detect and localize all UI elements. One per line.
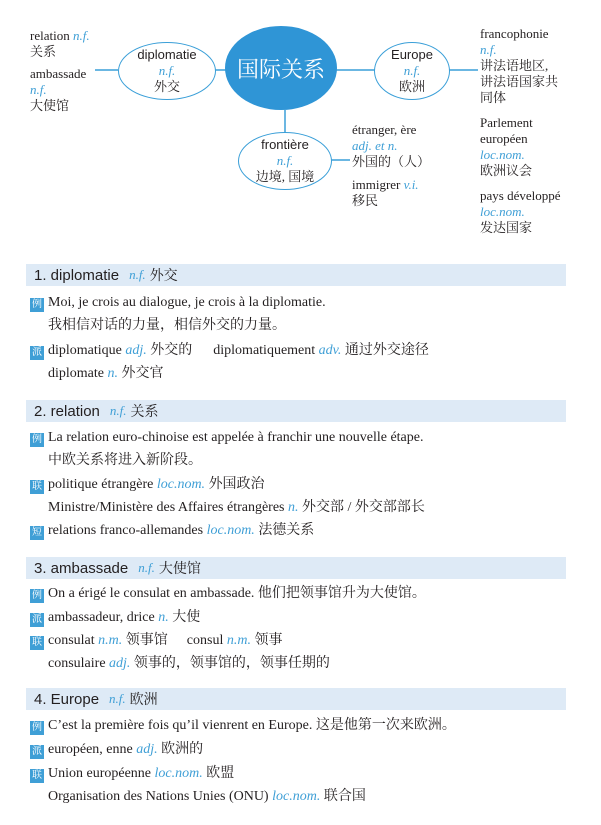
derived-line bbox=[30, 741, 203, 759]
derived-pos: adj. bbox=[136, 742, 158, 757]
derived-word: diplomatique bbox=[48, 343, 122, 358]
derived-word: ambassadeur, drice bbox=[48, 610, 155, 625]
phrase-pos: loc.nom. bbox=[206, 523, 255, 538]
related-zh: 领事 bbox=[254, 633, 283, 648]
related-zh: 领事馆 bbox=[125, 633, 168, 648]
bubble-zh: 欧洲 bbox=[398, 79, 425, 94]
phrase-badge-icon: 短 bbox=[32, 527, 42, 538]
derived-zh: 外交的 bbox=[150, 343, 193, 358]
derived-zh: 通过外交途径 bbox=[344, 343, 429, 358]
entry-word: relation bbox=[30, 28, 70, 43]
map-entry-francophonie: francophonie bbox=[480, 26, 549, 41]
example-line bbox=[30, 294, 326, 312]
example-badge-icon: 例 bbox=[32, 434, 42, 445]
map-entry-pays: pays développé bbox=[480, 188, 561, 203]
related-zh: 联合国 bbox=[323, 789, 366, 804]
related-pos: n.m. bbox=[226, 633, 251, 648]
derived-line bbox=[30, 609, 200, 627]
center-topic: 国际关系 bbox=[236, 56, 325, 82]
section-title: 4. Europe bbox=[34, 690, 100, 708]
related-word: Organisation des Nations Unies (ONU) bbox=[48, 789, 269, 804]
bubble-word: diplomatie bbox=[137, 47, 197, 62]
map-entry-francophonie-zh3: 同体 bbox=[480, 90, 507, 105]
bubble-frontiere bbox=[238, 132, 332, 190]
example-badge-icon: 例 bbox=[32, 299, 42, 310]
mindmap-center bbox=[225, 26, 337, 110]
bubble-word: frontière bbox=[261, 137, 309, 152]
map-entry-etranger-zh: 外国的（人） bbox=[352, 154, 431, 169]
derived-pos: adj. bbox=[125, 343, 147, 358]
map-entry-parlement-zh: 欧洲议会 bbox=[480, 163, 533, 178]
section-title: 1. diplomatie bbox=[34, 266, 120, 284]
related-line bbox=[30, 632, 282, 650]
section-pos: n.f. bbox=[138, 560, 155, 575]
example-zh: 中欧关系将进入新阶段。 bbox=[48, 453, 202, 468]
derived-pos: adv. bbox=[318, 343, 342, 358]
derived-badge-icon: 派 bbox=[32, 746, 42, 757]
derived-word: diplomate bbox=[48, 366, 104, 381]
section-pos: n.f. bbox=[109, 691, 126, 706]
related-badge-icon: 联 bbox=[32, 637, 42, 648]
entry-pos: n.f. bbox=[72, 28, 90, 43]
map-entry-etranger-pos: adj. et n. bbox=[352, 138, 398, 153]
section-header-relation bbox=[26, 400, 566, 422]
related-pos: loc.nom. bbox=[154, 766, 203, 781]
entry-word: immigrer bbox=[352, 177, 401, 192]
section-title: 3. ambassade bbox=[34, 559, 129, 577]
related-line bbox=[30, 765, 234, 783]
map-entry-francophonie-zh1: 讲法语地区, bbox=[480, 58, 549, 73]
related-word: consul bbox=[186, 633, 224, 648]
entry-pos: v.i. bbox=[403, 177, 419, 192]
related-word: politique étrangère bbox=[48, 477, 154, 492]
related-word: Ministre/Ministère des Affaires étrangères bbox=[48, 500, 285, 515]
related-word: Union européenne bbox=[48, 766, 152, 781]
related-zh: 欧盟 bbox=[206, 766, 235, 781]
related-pos: adj. bbox=[109, 656, 131, 671]
map-entry-relation-zh: 关系 bbox=[30, 44, 57, 59]
derived-zh: 外交官 bbox=[121, 366, 164, 381]
related-line bbox=[48, 788, 366, 806]
related-pos: loc.nom. bbox=[272, 789, 321, 804]
map-entry-parlement-pos: loc.nom. bbox=[480, 147, 525, 162]
related-pos: n. bbox=[288, 500, 299, 515]
example-zh: 我相信对话的力量，相信外交的力量。 bbox=[48, 318, 286, 333]
example-line bbox=[30, 717, 456, 735]
related-badge-icon: 联 bbox=[32, 481, 42, 492]
derived-zh: 欧洲的 bbox=[161, 742, 204, 757]
example-text: On a érigé le consulat en ambassade. 他们把领事馆升为大使馆。 bbox=[48, 586, 426, 601]
bubble-pos: n.f. bbox=[403, 63, 421, 78]
derived-pos: n. bbox=[158, 610, 169, 625]
derived-line bbox=[30, 342, 429, 360]
map-entry-pays-zh: 发达国家 bbox=[480, 220, 533, 235]
map-entry-francophonie-zh2: 讲法语国家共 bbox=[480, 74, 559, 89]
bubble-europe bbox=[374, 42, 450, 100]
related-zh: 外国政治 bbox=[208, 477, 265, 492]
section-pos: n.f. bbox=[109, 403, 127, 418]
map-entry-ambassade: ambassade bbox=[30, 66, 87, 81]
example-fr: Moi, je crois au dialogue, je crois à la diplomatie. bbox=[48, 295, 326, 310]
related-word: consulat bbox=[48, 633, 95, 648]
phrase-zh: 法德关系 bbox=[258, 523, 315, 538]
related-badge-icon: 联 bbox=[32, 770, 42, 781]
related-pos: loc.nom. bbox=[156, 477, 206, 492]
section-zh: 欧洲 bbox=[129, 693, 158, 708]
bubble-pos: n.f. bbox=[158, 63, 176, 78]
related-line bbox=[48, 499, 425, 517]
section-header-ambassade bbox=[26, 557, 566, 579]
related-zh: 外交部 / 外交部部长 bbox=[302, 500, 425, 515]
section-header-europe bbox=[26, 688, 566, 710]
map-entry-etranger: étranger, ère bbox=[352, 122, 417, 137]
derived-word: européen, enne bbox=[48, 742, 133, 757]
related-word: consulaire bbox=[48, 656, 106, 671]
map-entry-ambassade-zh: 大使馆 bbox=[30, 98, 70, 113]
bubble-word: Europe bbox=[391, 47, 433, 62]
map-entry-relation bbox=[30, 28, 90, 44]
example-line bbox=[30, 585, 426, 603]
derived-line bbox=[48, 365, 164, 383]
example-line bbox=[30, 429, 423, 447]
bubble-zh: 外交 bbox=[153, 79, 180, 94]
section-zh: 外交 bbox=[149, 269, 178, 284]
related-line bbox=[48, 655, 330, 673]
derived-zh: 大使 bbox=[172, 610, 201, 625]
derived-badge-icon: 派 bbox=[32, 614, 42, 625]
map-entry-parlement-2: européen bbox=[480, 131, 528, 146]
bubble-pos: n.f. bbox=[276, 153, 294, 168]
derived-pos: n. bbox=[107, 366, 118, 381]
example-fr: La relation euro-chinoise est appelée à franchir une nouvelle étape. bbox=[48, 430, 424, 445]
phrase-word: relations franco-allemandes bbox=[48, 523, 204, 538]
section-title: 2. relation bbox=[34, 402, 100, 420]
related-zh: 领事的，领事馆的，领事任期的 bbox=[133, 656, 330, 671]
phrase-line bbox=[30, 522, 314, 540]
example-badge-icon: 例 bbox=[32, 590, 42, 601]
section-header-diplomatie bbox=[26, 264, 566, 286]
map-entry-parlement-1: Parlement bbox=[480, 115, 533, 130]
related-line bbox=[30, 476, 265, 494]
map-entry-pays-pos: loc.nom. bbox=[480, 204, 525, 219]
related-pos: n.m. bbox=[98, 633, 123, 648]
derived-badge-icon: 派 bbox=[32, 347, 42, 358]
bubble-zh: 边境, 国境 bbox=[255, 169, 315, 184]
map-entry-immigrer-zh: 移民 bbox=[352, 193, 379, 208]
map-entry-francophonie-pos: n.f. bbox=[480, 42, 497, 57]
derived-word: diplomatiquement bbox=[213, 343, 316, 358]
example-badge-icon: 例 bbox=[32, 722, 42, 733]
section-pos: n.f. bbox=[129, 267, 146, 282]
section-zh: 大使馆 bbox=[158, 562, 201, 577]
section-zh: 关系 bbox=[130, 405, 159, 420]
example-text: C’est la première fois qu’il vienrent en Europe. 这是他第一次来欧洲。 bbox=[48, 718, 456, 733]
map-entry-immigrer bbox=[352, 177, 419, 193]
bubble-diplomatie bbox=[118, 42, 216, 100]
map-entry-ambassade-pos: n.f. bbox=[30, 82, 47, 97]
